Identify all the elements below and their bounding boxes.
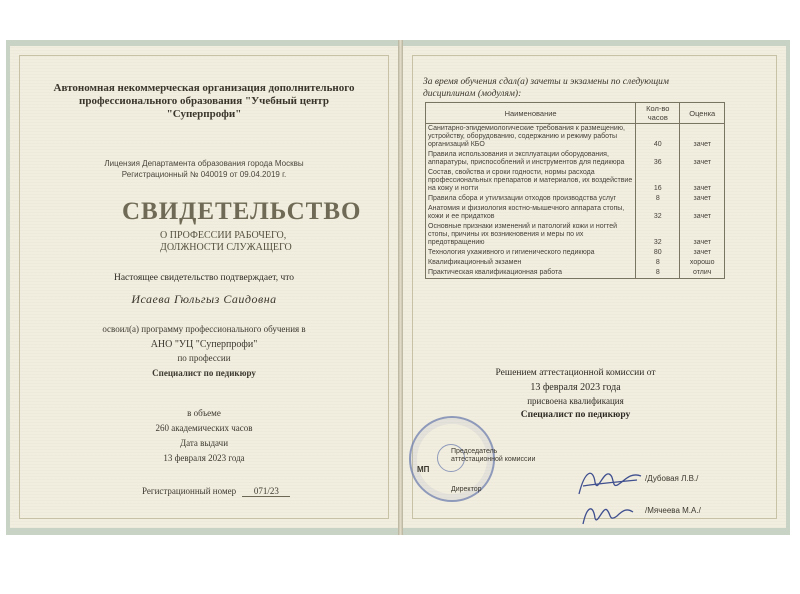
director-label: Директор <box>451 486 482 493</box>
subject-grade: зачет <box>680 168 725 194</box>
license-line: Регистрационный № 040019 от 09.04.2019 г. <box>121 170 287 179</box>
subject-name: Санитарно-эпидемиологические требования к размещению, устройству, оборудованию, содержанию и режиму работы организаций КБО <box>426 124 636 151</box>
volume-label: в объеме <box>187 408 221 418</box>
subject-grade: зачет <box>680 204 725 222</box>
subject-hours: 32 <box>636 222 680 248</box>
holder-name: Исаева Гюльгыз Саидовна <box>131 292 277 306</box>
subject-name: Состав, свойства и сроки годности, нормы расхода профессиональных препаратов и материалов, их воздействие на кожу и ногти <box>426 168 636 194</box>
subject-hours: 16 <box>636 168 680 194</box>
subtitle-line: ДОЛЖНОСТИ СЛУЖАЩЕГО <box>160 242 292 253</box>
subjects-table <box>425 102 725 279</box>
document-title: СВИДЕТЕЛЬСТВО <box>122 198 362 225</box>
issue-date-label: Дата выдачи <box>179 438 229 448</box>
subject-grade: зачет <box>680 150 725 168</box>
table-row <box>426 150 725 168</box>
subject-name: Практическая квалификационная работа <box>426 268 636 279</box>
subject-hours: 80 <box>636 248 680 258</box>
column-header-hours: Кол-во часов <box>636 103 680 124</box>
table-row <box>426 204 725 222</box>
chair-label-line: Председатель <box>451 448 498 455</box>
qualification: Специалист по педикюру <box>520 410 631 420</box>
table-row <box>426 248 725 258</box>
license-info <box>10 158 398 180</box>
certificate-right-page <box>403 46 786 528</box>
org-line: профессионального образования "Учебный центр <box>79 95 329 107</box>
table-row <box>426 268 725 279</box>
subject-name: Правила сбора и утилизации отходов производства услуг <box>426 194 636 204</box>
subject-name: Квалификационный экзамен <box>426 258 636 268</box>
registration-label: Регистрационный номер <box>142 486 237 496</box>
subject-hours: 36 <box>636 150 680 168</box>
volume-hours: 260 академических часов <box>155 423 253 433</box>
subjects-heading <box>423 76 728 100</box>
qualification-label: присвоена квалификация <box>527 396 624 406</box>
chair-label-line: аттестационной комиссии <box>451 456 536 463</box>
subject-hours: 40 <box>636 124 680 151</box>
subject-hours: 8 <box>636 258 680 268</box>
subject-grade: зачет <box>680 124 725 151</box>
issuing-organization <box>10 82 398 121</box>
subject-grade: зачет <box>680 248 725 258</box>
document-subtitle <box>160 230 292 254</box>
subject-name: Правила использования и эксплуатации оборудования, аппаратуры, приспособлений и инструментов для педикюра <box>426 150 636 168</box>
chair-signature-image <box>575 464 645 500</box>
director-signature-image <box>579 498 635 528</box>
issue-date: 13 февраля 2023 года <box>163 453 245 463</box>
profession-prefix: по профессии <box>177 353 231 363</box>
subject-hours: 8 <box>636 268 680 279</box>
table-row <box>426 194 725 204</box>
registration-number: 071/23 <box>242 486 290 497</box>
page-frame <box>19 55 389 519</box>
subject-hours: 8 <box>636 194 680 204</box>
subject-grade: хорошо <box>680 258 725 268</box>
seal-place-label: МП <box>417 465 430 474</box>
subject-hours: 32 <box>636 204 680 222</box>
chair-name: /Дубовая Л.В./ <box>645 474 699 483</box>
heading-line: За время обучения сдал(а) зачеты и экзамены по следующим <box>423 77 669 87</box>
org-line: "Суперпрофи" <box>166 108 242 120</box>
organization-short-name: АНО "УЦ "Суперпрофи" <box>150 339 258 350</box>
director-name: /Мячеева М.А./ <box>645 506 701 515</box>
heading-line: дисциплинам (модулям): <box>423 89 522 99</box>
table-row <box>426 124 725 151</box>
table-header-row <box>426 103 725 124</box>
subject-grade: отлич <box>680 268 725 279</box>
decision-label: Решением аттестационной комиссии от <box>495 368 656 378</box>
license-line: Лицензия Департамента образования города Москвы <box>104 159 304 168</box>
certificate-document <box>6 40 790 535</box>
subject-grade: зачет <box>680 194 725 204</box>
certificate-left-page <box>10 46 399 528</box>
org-line: Автономная некоммерческая организация дополнительного <box>53 82 355 94</box>
subtitle-line: О ПРОФЕССИИ РАБОЧЕГО, <box>160 230 287 241</box>
table-row <box>426 168 725 194</box>
subject-name: Основные признаки изменений и патологий кожи и ногтей стопы, причины их возникновения и меры по их предотвращению <box>426 222 636 248</box>
confirmation-text: Настоящее свидетельство подтверждает, что <box>113 273 295 283</box>
program-text: освоил(а) программу профессионального обучения в <box>102 324 306 334</box>
decision-date: 13 февраля 2023 года <box>530 382 621 393</box>
subject-name: Технология ухаживного и гигиенического педикюра <box>426 248 636 258</box>
registration-row <box>142 486 290 497</box>
column-header-grade: Оценка <box>680 103 725 124</box>
table-row <box>426 258 725 268</box>
subject-grade: зачет <box>680 222 725 248</box>
column-header-name: Наименование <box>426 103 636 124</box>
subject-name: Анатомия и физиология костно-мышечного аппарата стопы, кожи и ее придатков <box>426 204 636 222</box>
chair-label <box>451 448 535 464</box>
profession: Специалист по педикюру <box>152 368 256 378</box>
table-row <box>426 222 725 248</box>
